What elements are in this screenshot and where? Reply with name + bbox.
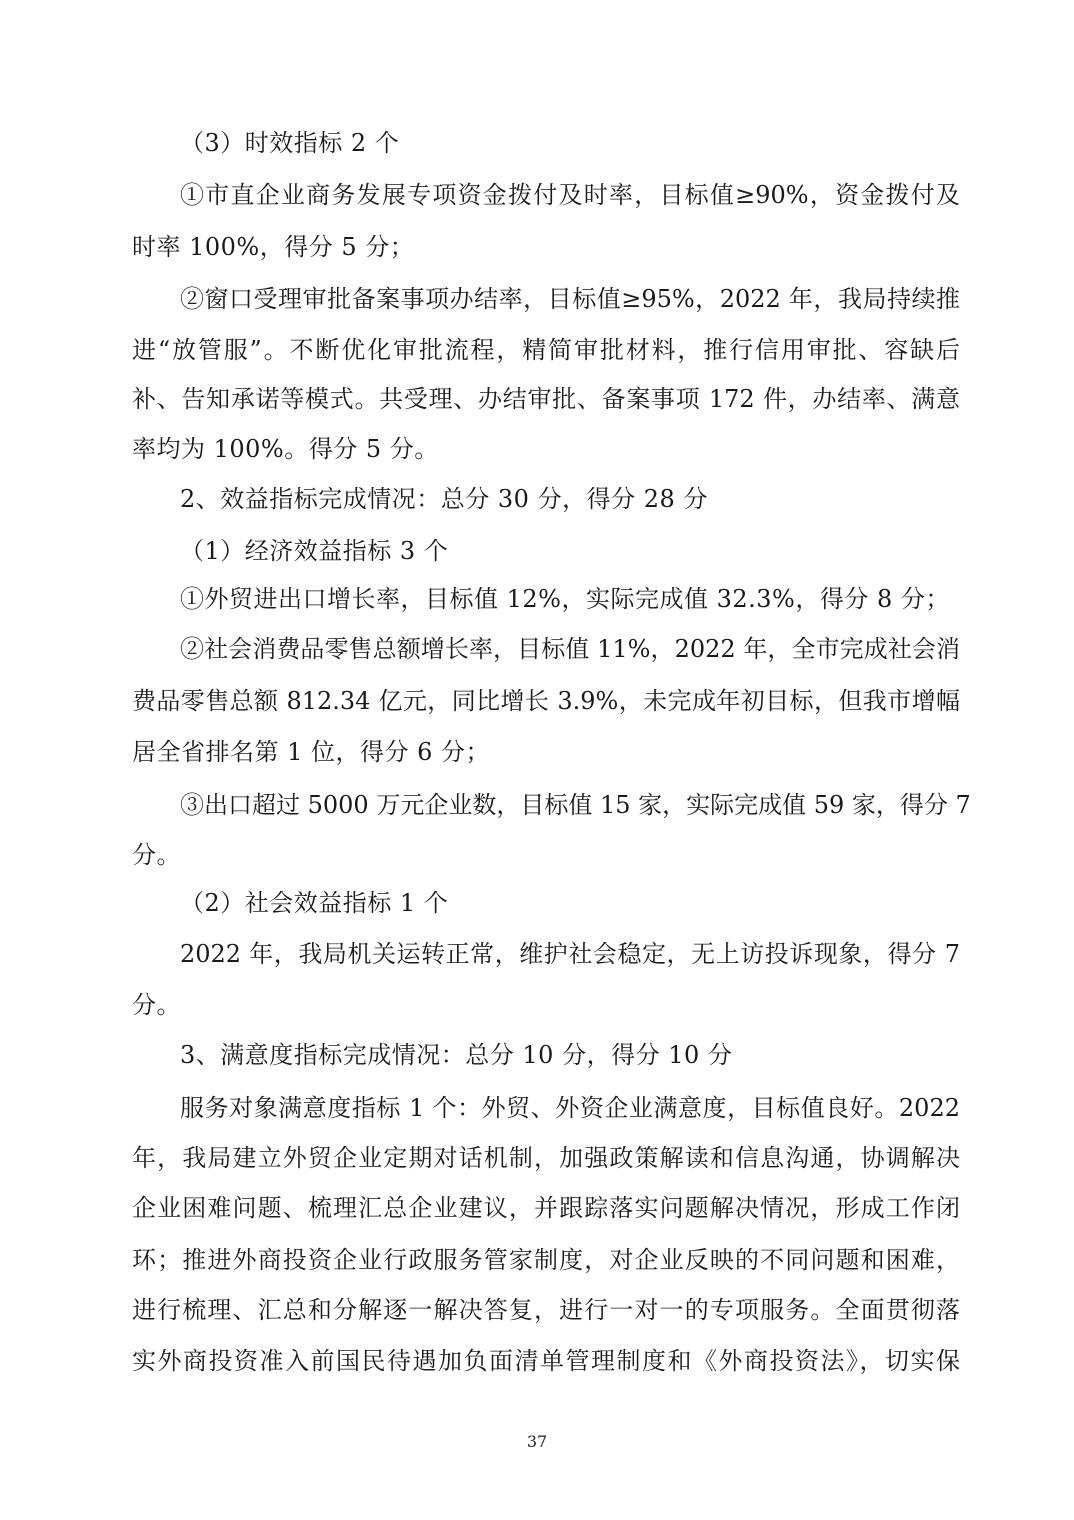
paragraph-line: 费品零售总额 812.34 亿元，同比增长 3.9%，未完成年初目标，但我市增幅	[132, 687, 960, 715]
paragraph-line: 率均为 100%。得分 5 分。	[132, 435, 439, 463]
paragraph-line: ①外贸进出口增长率，目标值 12%，实际完成值 32.3%，得分 8 分；	[180, 585, 950, 613]
paragraph-line: ③出口超过 5000 万元企业数，目标值 15 家，实际完成值 59 家，得分 7	[180, 791, 971, 819]
section-heading-benefit: 2、效益指标完成情况：总分 30 分，得分 28 分	[180, 485, 708, 513]
paragraph-line: 分。	[132, 841, 181, 869]
paragraph-line: ②社会消费品零售总额增长率，目标值 11%，2022 年，全市完成社会消	[180, 635, 960, 663]
paragraph-line: 服务对象满意度指标 1 个：外贸、外资企业满意度，目标值良好。2022	[180, 1094, 960, 1122]
subheading-social: （2）社会效益指标 1 个	[180, 889, 449, 917]
paragraph-line: 环；推进外商投资企业行政服务管家制度，对企业反映的不同问题和困难，	[132, 1246, 960, 1274]
subheading-economic: （1）经济效益指标 3 个	[180, 537, 449, 565]
paragraph-line: 居全省排名第 1 位，得分 6 分；	[132, 738, 491, 766]
paragraph-line: 年，我局建立外贸企业定期对话机制，加强政策解读和信息沟通，协调解决	[132, 1144, 960, 1172]
paragraph-line: 2022 年，我局机关运转正常，维护社会稳定，无上访投诉现象，得分 7	[180, 940, 960, 968]
paragraph-line: 进“放管服”。不断优化审批流程，精简审批材料，推行信用审批、容缺后	[132, 336, 960, 364]
paragraph-line: 实外商投资准入前国民待遇加负面清单管理制度和《外商投资法》，切实保	[132, 1347, 960, 1375]
paragraph-line: 进行梳理、汇总和分解逐一解决答复，进行一对一的专项服务。全面贯彻落	[132, 1296, 960, 1324]
paragraph-line: 企业困难问题、梳理汇总企业建议，并跟踪落实问题解决情况，形成工作闭	[132, 1194, 960, 1222]
subheading-timeliness: （3）时效指标 2 个	[180, 129, 400, 157]
section-heading-satisfaction: 3、满意度指标完成情况：总分 10 分，得分 10 分	[180, 1041, 733, 1069]
paragraph-line: 时率 100%，得分 5 分；	[132, 233, 415, 261]
paragraph-line: 分。	[132, 991, 181, 1019]
paragraph-line: ①市直企业商务发展专项资金拨付及时率，目标值≥90%，资金拨付及	[180, 181, 960, 209]
paragraph-line: ②窗口受理审批备案事项办结率，目标值≥95%，2022 年，我局持续推	[180, 285, 960, 313]
paragraph-line: 补、告知承诺等模式。共受理、办结审批、备案事项 172 件，办结率、满意	[132, 385, 960, 413]
page-number: 37	[526, 1432, 548, 1451]
